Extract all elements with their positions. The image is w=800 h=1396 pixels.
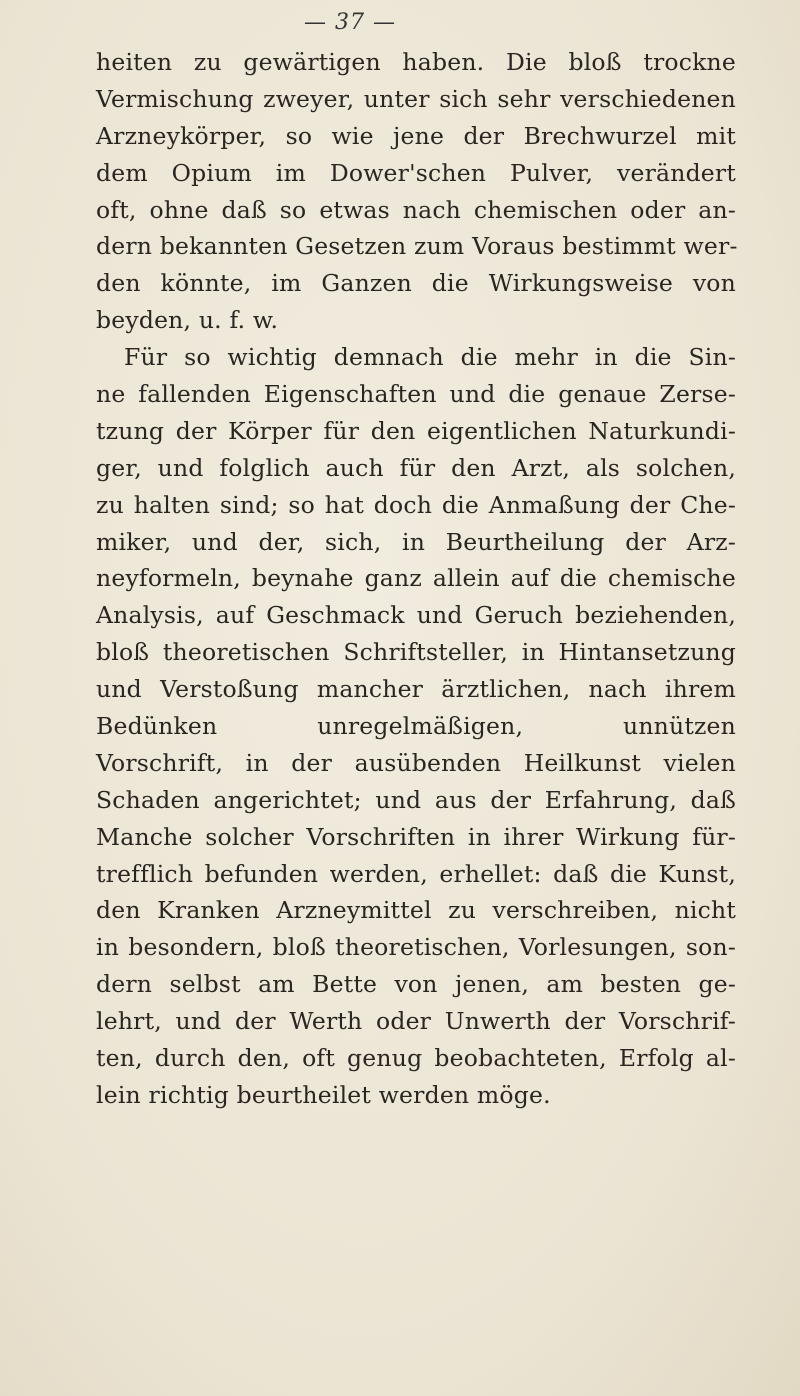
text-line: Bedünken unregelmäßigen, unnützen: [96, 712, 736, 741]
text-line: neyformeln, beynahe ganz allein auf die chemische: [96, 564, 736, 593]
text-line: Schaden angerichtet; und aus der Erfahrung, daß: [96, 785, 736, 814]
text-line: heiten zu gewärtigen haben. Die bloß trockne: [96, 48, 736, 76]
text-line: Manche solcher Vorschriften in ihrer Wirkung für-: [96, 822, 736, 851]
text-line: dern selbst am Bette von jenen, am besten ge-: [96, 970, 736, 999]
body-text: [96, 44, 736, 1114]
text-line: oft, ohne daß so etwas nach chemischen oder an-: [96, 195, 736, 224]
text-line: lein richtig beurtheilet werden möge.: [96, 1080, 551, 1109]
text-line: Arzneykörper, so wie jene der Brechwurzel mit: [96, 121, 736, 150]
text-line: beyden, u. f. w.: [96, 306, 279, 335]
text-line: miker, und der, sich, in Beurtheilung der Arz-: [96, 527, 736, 556]
text-line: dern bekannten Gesetzen zum Voraus bestimmt wer-: [96, 232, 738, 261]
text-line: Für so wichtig demnach die mehr in die Sin-: [124, 343, 736, 372]
page-number: — 37 —: [304, 10, 396, 35]
text-line: Analysis, auf Geschmack und Geruch beziehenden,: [96, 601, 736, 630]
text-line: ger, und folglich auch für den Arzt, als solchen,: [96, 453, 736, 482]
text-line: zu halten sind; so hat doch die Anmaßung der Che-: [96, 490, 736, 519]
text-line: dem Opium im Dower'schen Pulver, verändert: [96, 158, 736, 187]
text-line: den könnte, im Ganzen die Wirkungsweise von: [96, 269, 736, 298]
text-line: Vermischung zweyer, unter sich sehr verschiedenen: [96, 84, 736, 113]
text-line: in besondern, bloß theoretischen, Vorlesungen, son-: [96, 933, 736, 962]
text-line: und Verstoßung mancher ärztlichen, nach ihrem: [96, 675, 736, 704]
text-line: tzung der Körper für den eigentlichen Naturkundi-: [96, 416, 736, 445]
text-line: lehrt, und der Werth oder Unwerth der Vorschrif-: [96, 1007, 736, 1036]
text-line: bloß theoretischen Schriftsteller, in Hintansetzung: [96, 638, 736, 667]
text-line: trefflich befunden werden, erhellet: daß die Kunst,: [96, 859, 736, 888]
text-line: den Kranken Arzneymittel zu verschreiben, nicht: [96, 896, 736, 925]
text-line: ten, durch den, oft genug beobachteten, Erfolg al-: [96, 1044, 736, 1073]
text-line: Vorschrift, in der ausübenden Heilkunst vielen: [96, 748, 736, 777]
text-line: ne fallenden Eigenschaften und die genaue Zerse-: [96, 380, 736, 409]
